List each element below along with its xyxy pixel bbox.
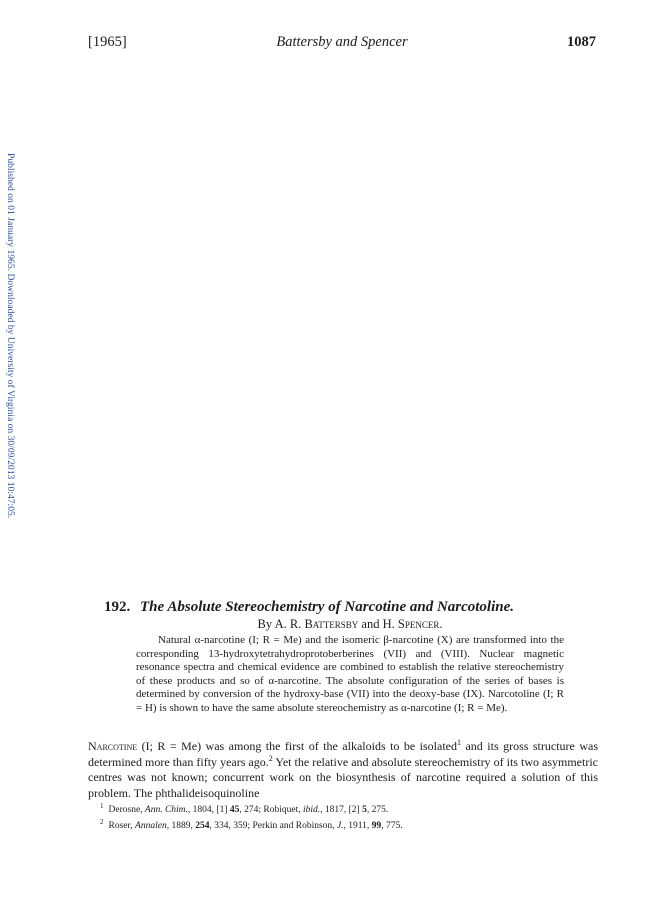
and-label: and <box>361 617 380 631</box>
footnote-text: Derosne, <box>108 805 145 816</box>
article-title-line <box>104 598 596 616</box>
footnotes <box>100 801 598 832</box>
reference-1-marker: 1 <box>457 738 462 747</box>
footnote-mark: 1 <box>100 802 104 810</box>
author1-surname: Battersby <box>304 617 359 631</box>
footnote-volume: 254 <box>195 820 210 831</box>
author1-initials: A. R. <box>274 617 302 631</box>
footnote-text: , 1911, <box>343 820 372 831</box>
journal-year: [1965] <box>88 34 127 50</box>
footnote-text: Roser, <box>108 820 136 831</box>
footnote-text: , 775. <box>381 820 403 831</box>
footnote-text: , 1889, <box>166 820 196 831</box>
author-line <box>104 616 596 632</box>
lead-word: Narcotine <box>88 739 138 753</box>
footnote-journal: J. <box>336 820 344 831</box>
page-number: 1087 <box>567 34 596 50</box>
reference-2-marker: 2 <box>268 753 273 763</box>
footnote-volume: 5 <box>362 805 367 816</box>
footnote-text: , 334, 359; Perkin and Robinson, <box>209 820 337 831</box>
footnote-journal: Ann. Chim. <box>144 805 188 816</box>
footnote-journal: ibid. <box>302 805 321 816</box>
footnote-text: , 275. <box>366 805 389 816</box>
footnote <box>100 801 598 817</box>
abstract <box>136 634 564 716</box>
body-text-3: Yet the relative and absolute stereochemistry of its two asymmetric centres was not known; concurrent work on the biosynthesis of narcotine required a solution of this problem. The phthalideisoquinoline <box>88 754 598 800</box>
footnote-text: , 1804, [1] <box>187 805 230 816</box>
author2-surname: Spencer. <box>397 617 443 631</box>
author2-initials: H. <box>382 617 395 631</box>
body-text-1: (I; R = Me) was among the first of the alkaloids to be isolated <box>137 739 458 753</box>
running-title: Battersby and Spencer <box>276 34 408 50</box>
footnote-volume: 45 <box>229 805 240 816</box>
abstract-text: Natural α-narcotine (I; R = Me) and the isomeric β-narcotine (X) are transformed into the corresponding 13-hydroxytetrahydroprotoberberines (VII) and (VIII). Nuclear magnetic resonance spectra and chemical evidence are combined to establish the relative stereochemistry of these products and so of α-narcotine. The absolute configuration of the series of bases is determined by conversion of the hydroxy-base (VII) into the deoxy-base (IX). Narcotoline (I; R = H) is shown to have the same absolute stereochemistry as α-narcotine (I; R = Me). <box>136 634 564 714</box>
footnote-journal: Annalen <box>135 820 167 831</box>
running-header <box>88 34 596 54</box>
footnote-text: , 1817, [2] <box>320 805 363 816</box>
download-watermark <box>3 153 17 593</box>
footnote <box>100 817 598 833</box>
body-paragraph <box>88 739 598 801</box>
body-text-2: and its gross structure was determined more than fifty years ago. <box>88 739 598 769</box>
footnote-mark: 2 <box>100 817 104 826</box>
watermark-text: Published on 01 January 1965. Downloaded by University of Virginia on 30/09/2013 10:47:05. <box>5 153 16 519</box>
footnote-volume: 99 <box>371 820 382 831</box>
article-number: 192. <box>104 599 131 615</box>
body-text <box>88 739 598 801</box>
article-title: The Absolute Stereochemistry of Narcotine and Narcotoline. <box>140 599 515 615</box>
by-label: By <box>257 617 273 631</box>
footnote-text: , 274; Robiquet, <box>239 805 303 816</box>
